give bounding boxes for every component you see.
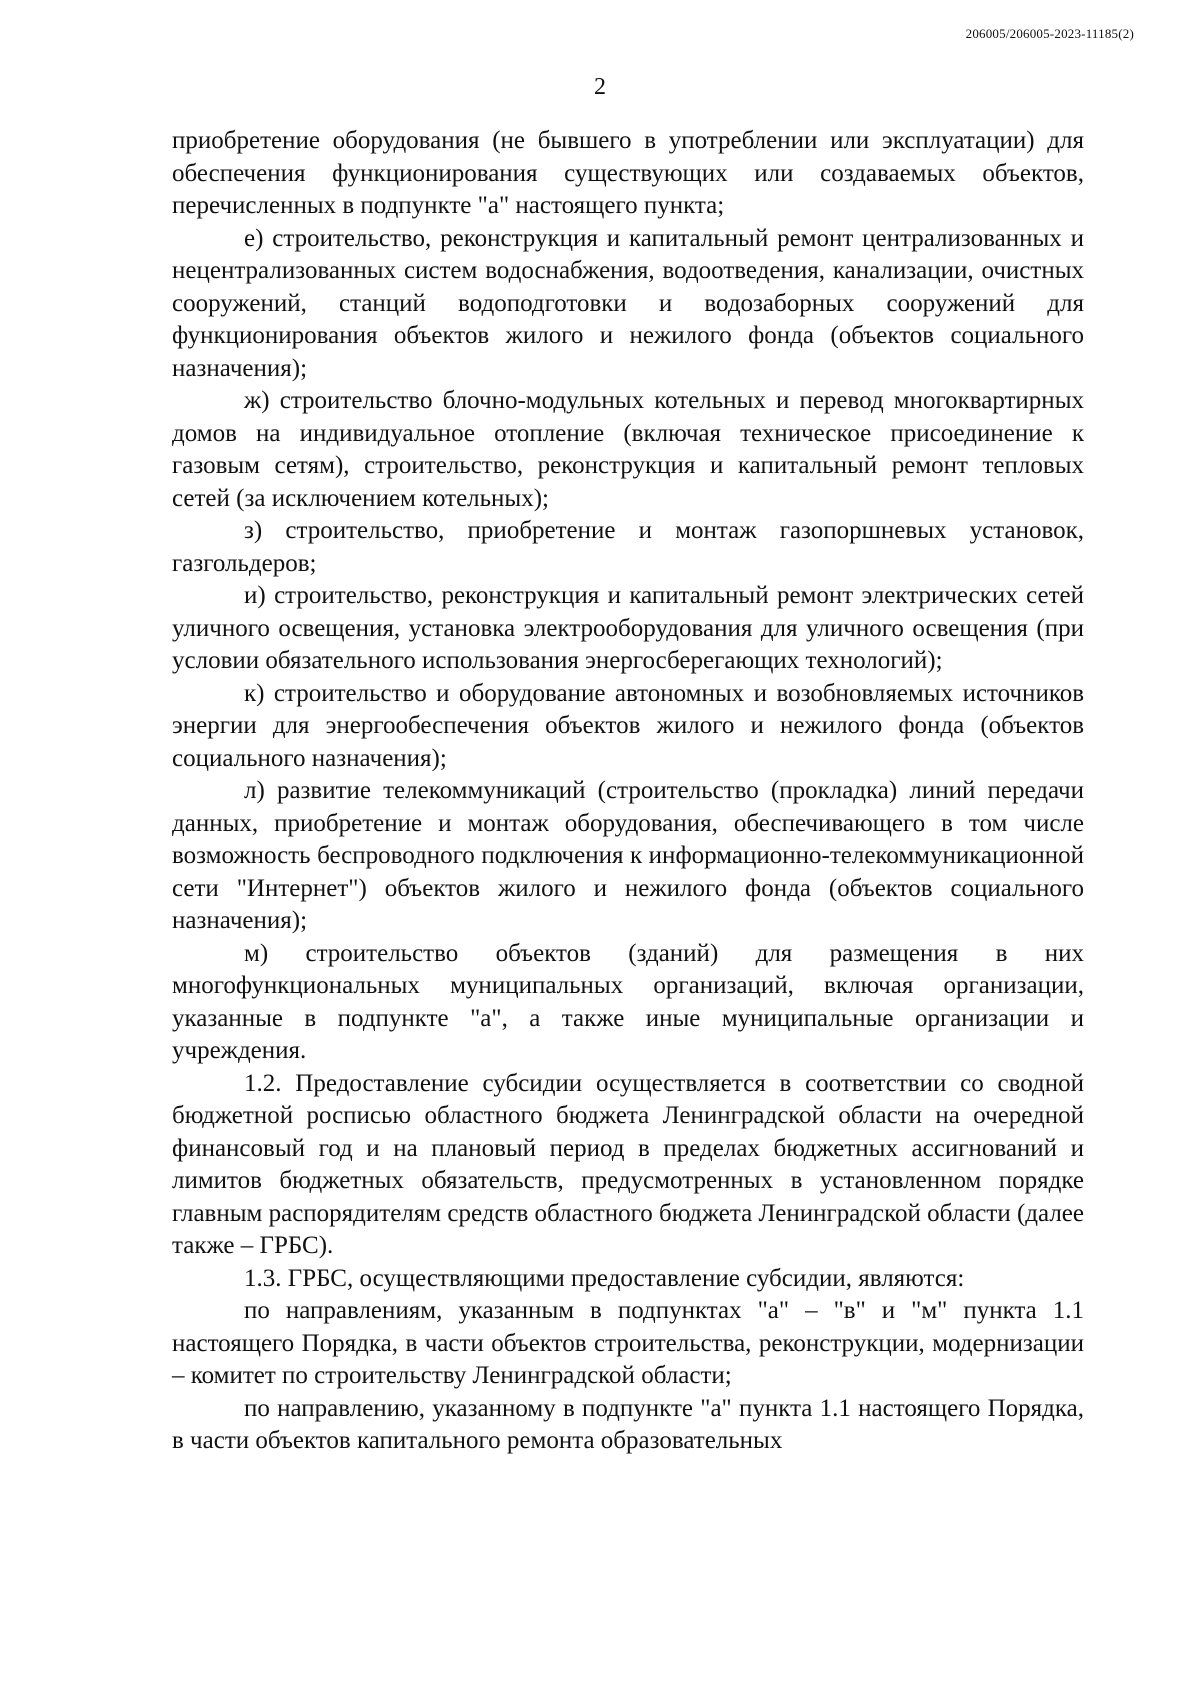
paragraph-item-z: з) строительство, приобретение и монтаж газопоршневых установок, газгольдеров; bbox=[172, 517, 1084, 577]
paragraph-clause-1-3: 1.3. ГРБС, осуществляющими предоставление субсидии, являются: bbox=[244, 1264, 965, 1292]
document-id: 206005/206005-2023-11185(2) bbox=[965, 26, 1134, 41]
paragraph-item-e: е) строительство, реконструкция и капитальный ремонт централизованных и нецентрализованных систем водоснабжения, водоотведения, канализации, очистных сооружений, станций водоподготовки и водозаборных сооружений для функционирования объектов жилого и нежилого фонда (объектов социального назначения); bbox=[172, 224, 1084, 382]
page-number: 2 bbox=[594, 74, 606, 100]
paragraph-item-zh: ж) строительство блочно-модульных котельных и перевод многоквартирных домов на индивидуальное отопление (включая техническое присоединение к газовым сетям), строительство, реконструкция и капитальный ремонт тепловых сетей (за исключением котельных); bbox=[172, 387, 1084, 512]
paragraph-grbs-construction: по направлениям, указанным в подпунктах "а" – "в" и "м" пункта 1.1 настоящего Порядка, в части объектов строительства, реконструкции, модернизации – комитет по строительству Ленинградской области; bbox=[172, 1297, 1084, 1389]
paragraph-grbs-education: по направлению, указанному в подпункте "а" пункта 1.1 настоящего Порядка, в части объектов капитального ремонта образовательных bbox=[172, 1394, 1084, 1454]
paragraph-item-k: к) строительство и оборудование автономных и возобновляемых источников энергии для энергообеспечения объектов жилого и нежилого фонда (объектов социального назначения); bbox=[172, 679, 1084, 772]
paragraph-item-m: м) строительство объектов (зданий) для размещения в них многофункциональных муниципальных организаций, включая организации, указанные в подпункте "а", а также иные муниципальные организации и учреждения. bbox=[172, 939, 1084, 1064]
paragraph-item-l: л) развитие телекоммуникаций (строительство (прокладка) линий передачи данных, приобретение и монтаж оборудования, обеспечивающего в том числе возможность беспроводного подключения к информационно-телекоммуникационной сети "Интернет") объектов жилого и нежилого фонда (объектов социального назначения); bbox=[172, 777, 1084, 934]
paragraph-clause-1-2: 1.2. Предоставление субсидии осуществляется в соответствии со сводной бюджетной росписью областного бюджета Ленинградской области на очередной финансовый год и на плановый период в пределах бюджетных ассигнований и лимитов бюджетных обязательств, предусмотренных в установленном порядке главным распорядителям средств областного бюджета Ленинградской области (далее также – ГРБС). bbox=[172, 1069, 1084, 1259]
paragraph-intro: приобретение оборудования (не бывшего в употреблении или эксплуатации) для обеспечения функционирования существующих или создаваемых объектов, перечисленных в подпункте "а" настоящего пункта; bbox=[172, 127, 1084, 219]
paragraph-item-i: и) строительство, реконструкция и капитальный ремонт электрических сетей уличного освещения, установка электрооборудования для уличного освещения (при условии обязательного использования энергосберегающих технологий); bbox=[172, 582, 1084, 674]
document-body bbox=[172, 125, 1084, 1458]
